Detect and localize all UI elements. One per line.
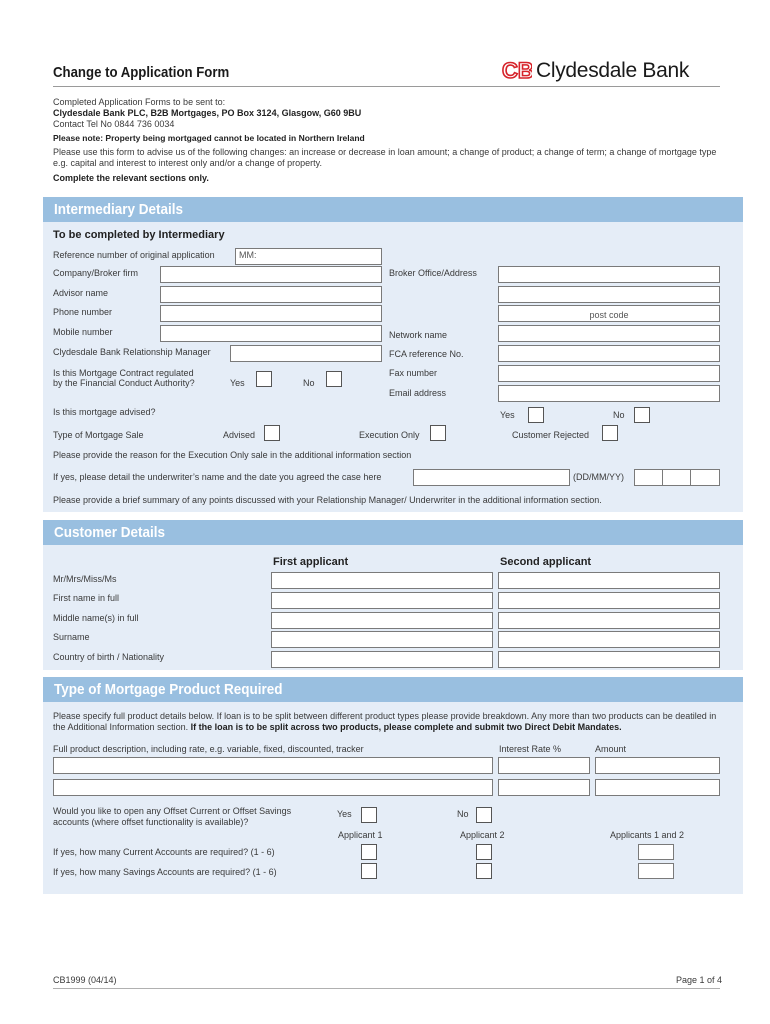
offset-no-checkbox[interactable] [476, 807, 492, 823]
customer-section-title: Customer Details [54, 524, 166, 541]
email-label: Email address [389, 388, 447, 398]
product-desc-header: Full product description, including rate, e.g. variable, fixed, discounted, tracker [53, 744, 364, 754]
rel-manager-input[interactable] [230, 345, 382, 362]
sale-execution-checkbox[interactable] [430, 425, 446, 441]
mortgage-instructions [53, 711, 721, 733]
customer-field-label: Mr/Mrs/Miss/Ms [53, 574, 117, 584]
regulated-question-line2: by the Financial Conduct Authority? [53, 378, 195, 388]
sale-rejected-checkbox[interactable] [602, 425, 618, 441]
page-number: Page 1 of 4 [676, 975, 723, 985]
regulated-question-line1: Is this Mortgage Contract regulated [53, 368, 194, 378]
complete-relevant-note: Complete the relevant sections only. [53, 173, 209, 183]
email-input[interactable] [498, 385, 720, 402]
footer-rule [53, 988, 720, 989]
reference-input[interactable] [235, 248, 382, 265]
applicant2-middle-name-input[interactable] [498, 612, 720, 629]
savings-accounts-question: If yes, how many Savings Accounts are required? (1 - 6) [53, 867, 277, 877]
applicant1-title-input[interactable] [271, 572, 493, 589]
mobile-label: Mobile number [53, 327, 113, 337]
fca-ref-label: FCA reference No. [389, 349, 464, 359]
offset-question-line2: accounts (where offset functionality is available)? [53, 817, 249, 827]
savings-accounts-applicant1-input[interactable] [361, 863, 377, 879]
clydesdale-logo [502, 58, 722, 84]
current-accounts-applicant1-input[interactable] [361, 844, 377, 860]
underwriter-input[interactable] [413, 469, 570, 486]
agreed-date-input[interactable] [634, 469, 720, 486]
applicant2-title-input[interactable] [498, 572, 720, 589]
advised-yes-checkbox[interactable] [528, 407, 544, 423]
applicant2-nationality-input[interactable] [498, 651, 720, 668]
fax-label: Fax number [389, 368, 438, 378]
reference-label: Reference number of original application [53, 250, 215, 260]
company-input[interactable] [160, 266, 382, 283]
advisor-label: Advisor name [53, 288, 109, 298]
sale-advised-label: Advised [223, 430, 256, 440]
product2-amount-input[interactable] [595, 779, 720, 796]
current-accounts-applicant2-input[interactable] [476, 844, 492, 860]
savings-accounts-applicant2-input[interactable] [476, 863, 492, 879]
mortgage-section-header [43, 677, 743, 702]
network-input[interactable] [498, 325, 720, 342]
northern-ireland-note: Please note: Property being mortgaged cannot be located in Northern Ireland [53, 133, 365, 143]
applicant1-middle-name-input[interactable] [271, 612, 493, 629]
customer-field-label: First name in full [53, 593, 120, 603]
customer-section-header [43, 520, 743, 545]
advise-changes-text: Please use this form to advise us of the following changes: an increase or decrease in loan amount; a change of product; a change of term; a change of mortgage type e.g. capital and interest to interest only and/or a change of property. [53, 147, 717, 168]
cb-logo-letters: CB [502, 58, 532, 82]
offset-no-label: No [457, 809, 469, 819]
date-divider [690, 470, 691, 485]
summary-note: Please provide a brief summary of any points discussed with your Relationship Manager/ Underwriter in the additional information section. [53, 495, 602, 505]
date-format-label: (DD/MM/YY) [573, 472, 624, 482]
applicant2-surname-input[interactable] [498, 631, 720, 648]
execution-reason-text: Please provide the reason for the Execution Only sale in the additional information section [53, 450, 412, 460]
mobile-input[interactable] [160, 325, 382, 342]
form-code: CB1999 (04/14) [53, 975, 117, 985]
date-divider [662, 470, 663, 485]
regulated-yes-checkbox[interactable] [256, 371, 272, 387]
offset-question-line1: Would you like to open any Offset Current or Offset Savings [53, 806, 292, 816]
applicant1-column-label: Applicant 1 [338, 830, 383, 840]
customer-field-label: Middle name(s) in full [53, 613, 139, 623]
advised-no-checkbox[interactable] [634, 407, 650, 423]
applicant1-nationality-input[interactable] [271, 651, 493, 668]
page-title: Change to Application Form [53, 64, 230, 81]
cb-logo-mark [502, 58, 532, 82]
postcode-input[interactable] [498, 305, 720, 322]
customer-field-label: Surname [53, 632, 90, 642]
sale-execution-label: Execution Only [359, 430, 420, 440]
fca-ref-input[interactable] [498, 345, 720, 362]
regulated-no-label: No [303, 378, 315, 388]
intermediary-section-header [43, 197, 743, 222]
advised-question: Is this mortgage advised? [53, 407, 156, 417]
second-applicant-heading: Second applicant [500, 556, 592, 568]
phone-label: Phone number [53, 307, 113, 317]
regulated-no-checkbox[interactable] [326, 371, 342, 387]
reference-prefix: MM: [239, 250, 257, 260]
postal-address: Clydesdale Bank PLC, B2B Mortgages, PO Box 3124, Glasgow, G60 9BU [53, 108, 362, 118]
first-applicant-heading: First applicant [273, 556, 349, 568]
advisor-input[interactable] [160, 286, 382, 303]
applicant2-column-label: Applicant 2 [460, 830, 505, 840]
product2-description-input[interactable] [53, 779, 493, 796]
savings-accounts-joint-input[interactable] [638, 863, 674, 879]
applicant1-surname-input[interactable] [271, 631, 493, 648]
fax-input[interactable] [498, 365, 720, 382]
rel-manager-label: Clydesdale Bank Relationship Manager [53, 347, 211, 357]
offset-yes-label: Yes [337, 809, 352, 819]
product2-rate-input[interactable] [498, 779, 590, 796]
mortgage-instructions-text: Please specify full product details below. If loan is to be split between different product types please provide breakdown. Any more than two products can be deatiled in the Additional Information section. [53, 711, 717, 732]
current-accounts-question: If yes, how many Current Accounts are required? (1 - 6) [53, 847, 275, 857]
broker-office-input-2[interactable] [498, 286, 720, 303]
current-accounts-joint-input[interactable] [638, 844, 674, 860]
advised-no-label: No [613, 410, 625, 420]
product1-amount-input[interactable] [595, 757, 720, 774]
logo-text: Clydesdale Bank [536, 59, 690, 82]
interest-rate-header: Interest Rate % [499, 744, 562, 754]
network-label: Network name [389, 330, 448, 340]
sale-rejected-label: Customer Rejected [512, 430, 590, 440]
mortgage-instructions-bold: If the loan is to be split across two products, please complete and submit two Direct Debit Mandates. [190, 722, 622, 732]
customer-field-label: Country of birth / Nationality [53, 652, 165, 662]
contact-phone: Contact Tel No 0844 736 0034 [53, 119, 175, 129]
header-rule [53, 86, 720, 87]
postcode-hint: post code [589, 310, 629, 320]
phone-input[interactable] [160, 305, 382, 322]
applicant2-first-name-input[interactable] [498, 592, 720, 609]
regulated-yes-label: Yes [230, 378, 245, 388]
product1-description-input[interactable] [53, 757, 493, 774]
mortgage-section-title: Type of Mortgage Product Required [54, 681, 283, 698]
company-label: Company/Broker firm [53, 268, 139, 278]
sale-type-label: Type of Mortgage Sale [53, 430, 144, 440]
amount-header: Amount [595, 744, 627, 754]
intermediary-subtitle: To be completed by Intermediary [53, 229, 225, 241]
sale-advised-checkbox[interactable] [264, 425, 280, 441]
applicant1-first-name-input[interactable] [271, 592, 493, 609]
intermediary-section-title: Intermediary Details [54, 201, 184, 218]
sent-to-label: Completed Application Forms to be sent to: [53, 97, 226, 107]
joint-applicants-column-label: Applicants 1 and 2 [610, 830, 685, 840]
broker-office-input-1[interactable] [498, 266, 720, 283]
broker-office-label: Broker Office/Address [389, 268, 477, 278]
advised-yes-label: Yes [500, 410, 515, 420]
underwriter-label: If yes, please detail the underwriter’s name and the date you agreed the case here [53, 472, 382, 482]
offset-yes-checkbox[interactable] [361, 807, 377, 823]
product1-rate-input[interactable] [498, 757, 590, 774]
